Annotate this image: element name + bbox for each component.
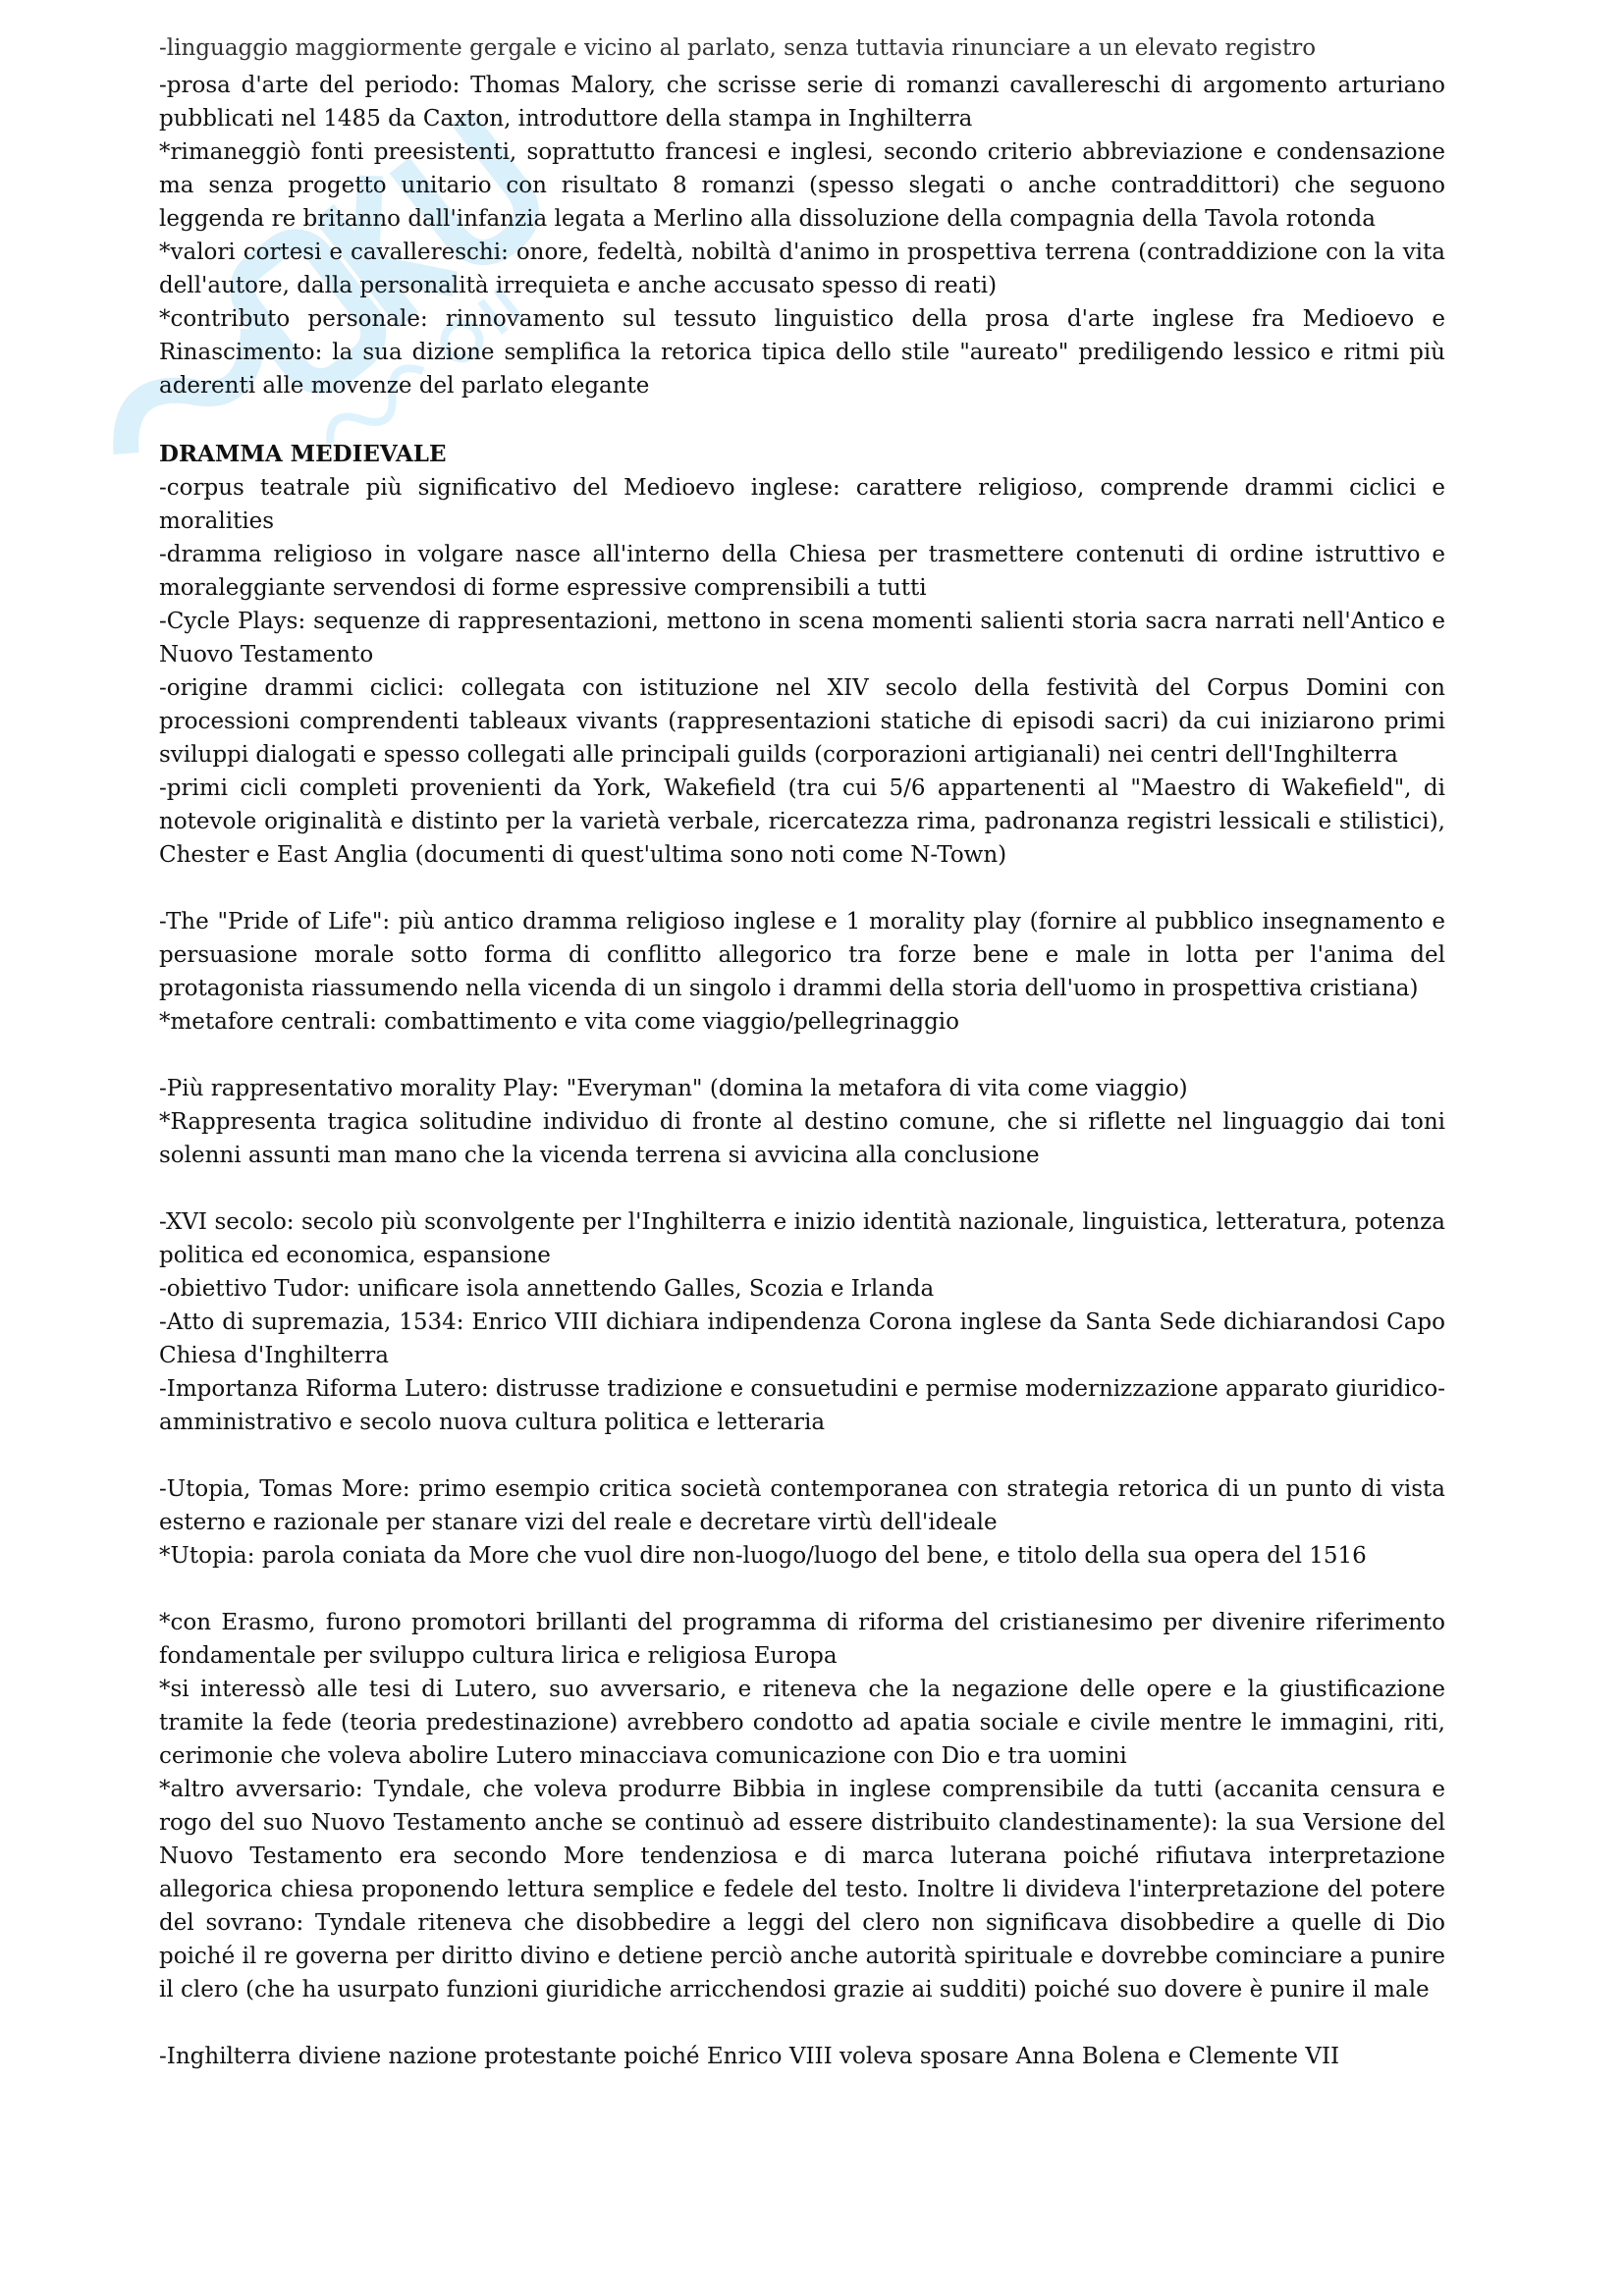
- paragraph: -obiettivo Tudor: unificare isola annettendo Galles, Scozia e Irlanda: [159, 1276, 935, 1302]
- section-everyman: [159, 1072, 1445, 1172]
- paragraph: *Rappresenta tragica solitudine individuo di fronte al destino comune, che si riflette nel linguaggio dai toni solenni assunti man mano che la vicenda terrena si avvicina alla conclusione: [159, 1109, 1445, 1168]
- section-malory: [159, 69, 1445, 402]
- paragraph: *contributo personale: rinnovamento sul tessuto linguistico della prosa d'arte inglese fra Medioevo e Rinascimento: la sua dizione semplifica la retorica tipica dello stile "aureato" prediligendo lessico e ritmi più aderenti alle movenze del parlato elegante: [159, 306, 1445, 399]
- paragraph: -corpus teatrale più significativo del Medioevo inglese: carattere religioso, comprende drammi ciclici e moralities: [159, 475, 1445, 534]
- paragraph: -The "Pride of Life": più antico dramma religioso inglese e 1 morality play (fornire al pubblico insegnamento e persuasione morale sotto forma di conflitto allegorico tra forze bene e male in lotta per l'anima del protagonista riassumendo nella vicenda di un singolo i drammi della storia dell'uomo in prospettiva cristiana): [159, 909, 1445, 1001]
- section-utopia: [159, 1472, 1445, 1573]
- paragraph: -XVI secolo: secolo più sconvolgente per l'Inghilterra e inizio identità nazionale, linguistica, letteratura, potenza politica ed economica, espansione: [159, 1209, 1445, 1268]
- paragraph: -origine drammi ciclici: collegata con istituzione nel XIV secolo della festività del Corpus Domini con processioni comprendenti tableaux vivants (rappresentazioni statiche di episodi sacri) da cui iniziarono primi sviluppi dialogati e spesso collegati alle principali guilds (corporazioni artigianali) nei centri dell'Inghilterra: [159, 675, 1445, 768]
- paragraph: -Atto di supremazia, 1534: Enrico VIII dichiara indipendenza Corona inglese da Santa Sede dichiarandosi Capo Chiesa d'Inghilterra: [159, 1309, 1445, 1368]
- section-pride-of-life: [159, 905, 1445, 1039]
- paragraph: -Importanza Riforma Lutero: distrusse tradizione e consuetudini e permise modernizzazione apparato giuridico-amministrativo e secolo nuova cultura politica e letteraria: [159, 1376, 1445, 1435]
- paragraph: -Inghilterra diviene nazione protestante poiché Enrico VIII voleva sposare Anna Bolena e Clemente VII: [159, 2044, 1340, 2069]
- paragraph: *Utopia: parola coniata da More che vuol dire non-luogo/luogo del bene, e titolo della sua opera del 1516: [159, 1543, 1367, 1569]
- document-page: [159, 69, 1445, 2073]
- paragraph: *rimaneggiò fonti preesistenti, soprattutto francesi e inglesi, secondo criterio abbreviazione e condensazione ma senza progetto unitario con risultato 8 romanzi (spesso slegati o anche contraddittori) che seguono leggenda re britanno dall'infanzia legata a Merlino alla dissoluzione della compagnia della Tavola rotonda: [159, 139, 1445, 232]
- section-inghilterra: [159, 2040, 1445, 2073]
- section-heading: DRAMMA MEDIEVALE: [159, 441, 447, 467]
- section-erasmo: [159, 1606, 1445, 2006]
- paragraph: *con Erasmo, furono promotori brillanti del programma di riforma del cristianesimo per divenire riferimento fondamentale per sviluppo cultura lirica e religiosa Europa: [159, 1610, 1445, 1669]
- paragraph: -prosa d'arte del periodo: Thomas Malory, che scrisse serie di romanzi cavallereschi di argomento arturiano pubblicati nel 1485 da Caxton, introduttore della stampa in Inghilterra: [159, 73, 1445, 132]
- paragraph: -Utopia, Tomas More: primo esempio critica società contemporanea con strategia retorica di un punto di vista esterno e razionale per stanare vizi del reale e decretare virtù dell'ideale: [159, 1476, 1445, 1535]
- clipped-top-text: -linguaggio maggiormente gergale e vicino al parlato, senza tuttavia rinunciare a un elevato registro: [159, 35, 1317, 61]
- paragraph: -Cycle Plays: sequenze di rappresentazioni, mettono in scena momenti salienti storia sacra narrati nell'Antico e Nuovo Testamento: [159, 609, 1445, 667]
- paragraph: *valori cortesi e cavallereschi: onore, fedeltà, nobiltà d'animo in prospettiva terrena (contraddizione con la vita dell'autore, dalla personalità irrequieta e anche accusato spesso di reati): [159, 240, 1445, 298]
- paragraph: -Più rappresentativo morality Play: "Everyman" (domina la metafora di vita come viaggio): [159, 1076, 1188, 1101]
- paragraph: *altro avversario: Tyndale, che voleva produrre Bibbia in inglese comprensibile da tutti (accanita censura e rogo del suo Nuovo Testamento anche se continuò ad essere distribuito clandestinamente): la sua Versione del Nuovo Testamento era secondo More tendenziosa e di marca luterana poiché rifiutava interpretazione allegorica chiesa proponendo lettura semplice e fedele del testo. Inoltre li divideva l'interpretazione del potere del sovrano: Tyndale riteneva che disobbedire a leggi del clero non significava disobbedire a quelle di Dio poiché il re governa per diritto divino e detiene perciò anche autorità spirituale e dovrebbe cominciare a punire il clero (che ha usurpato funzioni giuridiche arricchendosi grazie ai sudditi) poiché suo dovere è punire il male: [159, 1777, 1445, 2002]
- section-xvi-secolo: [159, 1205, 1445, 1439]
- paragraph: -dramma religioso in volgare nasce all'interno della Chiesa per trasmettere contenuti di ordine istruttivo e moraleggiante servendosi di forme espressive comprensibili a tutti: [159, 542, 1445, 601]
- paragraph: *metafore centrali: combattimento e vita come viaggio/pellegrinaggio: [159, 1009, 959, 1035]
- paragraph: *si interessò alle tesi di Lutero, suo avversario, e riteneva che la negazione delle opere e la giustificazione tramite la fede (teoria predestinazione) avrebbero condotto ad apatia sociale e civile mentre le immagini, riti, cerimonie che voleva abolire Lutero minacciava comunicazione con Dio e tra uomini: [159, 1677, 1445, 1769]
- paragraph: -primi cicli completi provenienti da York, Wakefield (tra cui 5/6 appartenenti al "Maestro di Wakefield", di notevole originalità e distinto per la varietà verbale, ricercatezza rima, padronanza registri lessicali e stilistici), Chester e East Anglia (documenti di quest'ultima sono noti come N-Town): [159, 775, 1445, 868]
- section-dramma-medievale: [159, 438, 1445, 872]
